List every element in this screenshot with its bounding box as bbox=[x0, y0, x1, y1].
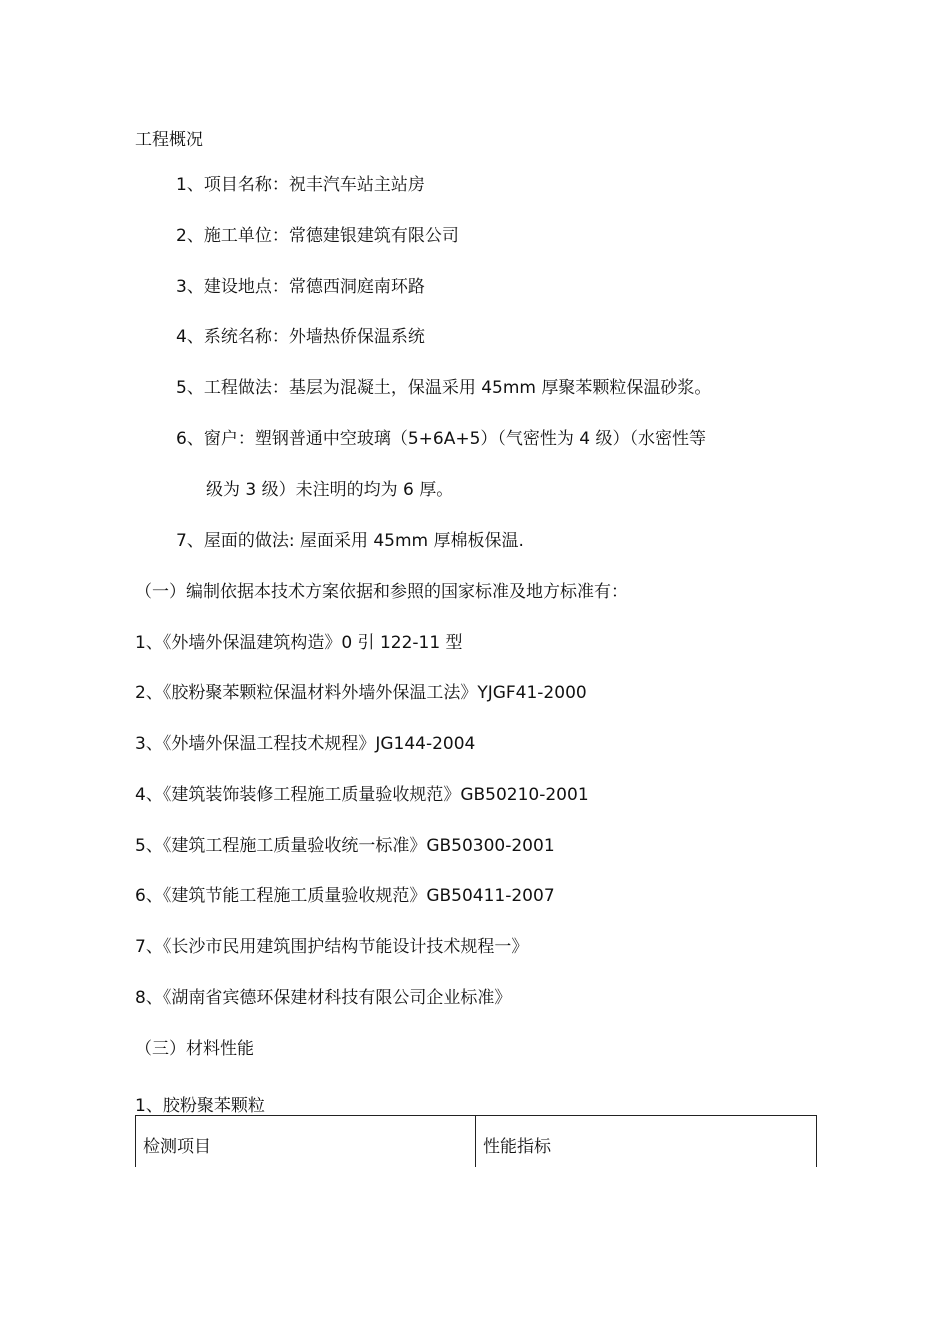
overview-item-method: 5、工程做法：基层为混凝土，保温采用 45mm 厚聚苯颗粒保温砂浆。 bbox=[176, 378, 712, 398]
basis-item: 7、《长沙市民用建筑围护结构节能设计技术规程一》 bbox=[135, 937, 529, 957]
overview-item-system-name: 4、系统名称：外墙热侨保温系统 bbox=[176, 327, 425, 347]
materials-heading: （三）材料性能 bbox=[135, 1039, 254, 1059]
basis-item: 2、《胶粉聚苯颗粒保温材料外墙外保温工法》YJGF41-2000 bbox=[135, 683, 587, 703]
overview-item-location: 3、建设地点：常德西洞庭南环路 bbox=[176, 277, 425, 297]
basis-item: 5、《建筑工程施工质量验收统一标准》GB50300-2001 bbox=[135, 836, 555, 856]
overview-item-contractor: 2、施工单位：常德建银建筑有限公司 bbox=[176, 226, 459, 246]
overview-item-windows: 6、窗户：塑钢普通中空玻璃（5+6A+5）（气密性为 4 级）（水密性等 bbox=[176, 429, 707, 449]
table-header-test-item: 检测项目 bbox=[136, 1116, 476, 1167]
overview-item-windows-continued: 级为 3 级）未注明的均为 6 厚。 bbox=[206, 480, 454, 500]
overview-item-roof: 7、屋面的做法: 屋面采用 45mm 厚棉板保温. bbox=[176, 531, 524, 551]
overview-item-project-name: 1、项目名称：祝丰汽车站主站房 bbox=[176, 175, 425, 195]
materials-subheading: 1、胶粉聚苯颗粒 bbox=[135, 1096, 265, 1116]
table-header-performance-index: 性能指标 bbox=[483, 1137, 551, 1157]
basis-item: 4、《建筑装饰装修工程施工质量验收规范》GB50210-2001 bbox=[135, 785, 589, 805]
basis-item: 3、《外墙外保温工程技术规程》JG144-2004 bbox=[135, 734, 476, 754]
basis-item: 1、《外墙外保温建筑构造》0 引 122-11 型 bbox=[135, 633, 463, 653]
material-performance-table bbox=[135, 1115, 817, 1167]
basis-item: 8、《湖南省宾德环保建材科技有限公司企业标准》 bbox=[135, 988, 512, 1008]
basis-heading: （一）编制依据本技术方案依据和参照的国家标准及地方标准有： bbox=[135, 582, 628, 602]
basis-item: 6、《建筑节能工程施工质量验收规范》GB50411-2007 bbox=[135, 886, 555, 906]
overview-heading: 工程概况 bbox=[135, 130, 203, 150]
